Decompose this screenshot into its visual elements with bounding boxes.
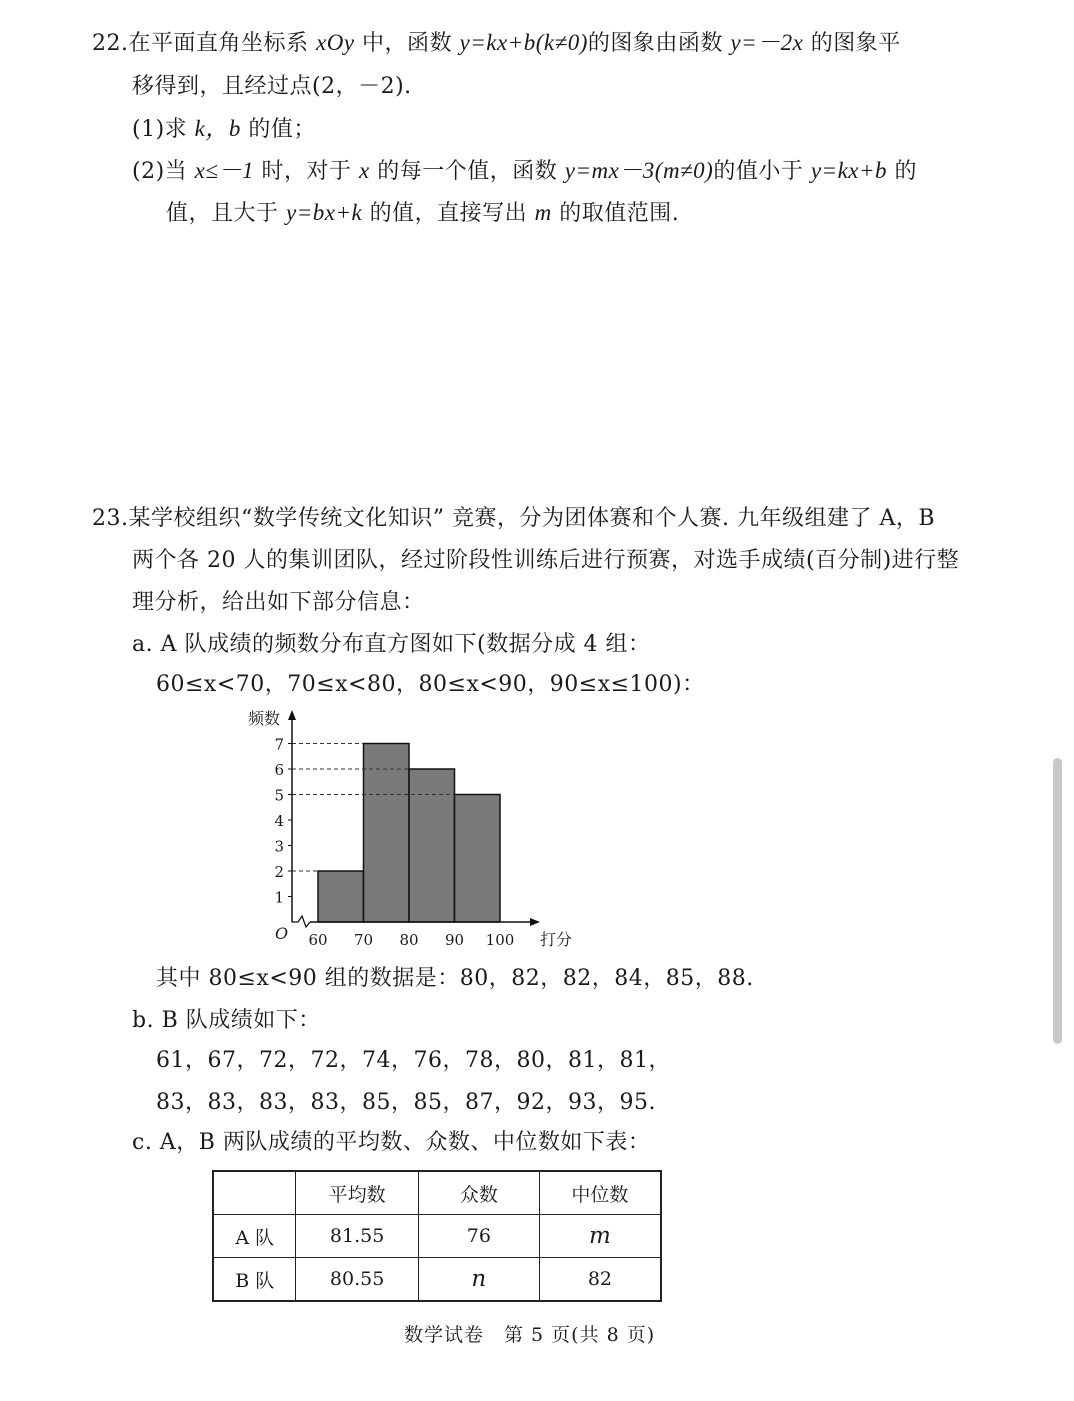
q22-math: x≤－1 — [194, 158, 255, 183]
x-tick-label: 100 — [485, 931, 515, 949]
q22-text: 的取值范围. — [551, 201, 680, 226]
q22-text: 的图象平 — [803, 31, 901, 56]
x-tick-label: 90 — [444, 931, 465, 949]
q22-line-2: 移得到，且经过点(2，－2). — [132, 74, 412, 99]
y-axis-arrow — [288, 710, 296, 720]
y-tick-label: 7 — [274, 735, 284, 754]
scrollbar[interactable] — [1053, 758, 1062, 1044]
q22-text: 中，函数 — [354, 31, 460, 56]
q22-math: y=bx+k — [286, 200, 363, 225]
table-header-cell — [213, 1171, 296, 1215]
q23-number: 23. — [92, 506, 129, 531]
q23-text: 某学校组织“数学传统文化知识” 竞赛，分为团体赛和个人赛. 九年级组建了 A，B — [128, 506, 936, 531]
table-header-cell: 中位数 — [539, 1171, 661, 1215]
q23-line-2: 两个各 20 人的集训团队，经过阶段性训练后进行预赛，对选手成绩(百分制)进行整 — [132, 548, 960, 573]
q22-number: 22. — [92, 31, 129, 56]
q22-math: x — [359, 158, 370, 183]
histogram-bar — [455, 795, 501, 923]
q22-math: y=kx+b — [810, 158, 888, 183]
page-footer: 数学试卷 第 5 页(共 8 页) — [404, 1324, 656, 1346]
table-cell: n — [418, 1258, 539, 1302]
histogram-chart — [240, 706, 580, 954]
q22-part-2-cont — [166, 198, 679, 229]
x-tick-label: 80 — [399, 931, 419, 949]
q23-line-1 — [92, 504, 935, 534]
stats-table — [212, 1170, 662, 1302]
table-row — [213, 1258, 661, 1302]
x-tick-label: 70 — [353, 931, 374, 949]
q23-info-b-scores-2: 83，83，83，83，85，85，87，92，93，95. — [156, 1090, 656, 1115]
y-tick-label: 1 — [274, 888, 284, 907]
origin-label: O — [275, 924, 289, 943]
table-header-row — [213, 1171, 661, 1215]
table-cell: 82 — [539, 1258, 661, 1302]
q22-text: 的值，直接写出 — [362, 201, 535, 226]
q22-math: m — [534, 200, 552, 225]
x-axis-break — [292, 916, 310, 927]
x-axis-arrow — [530, 918, 540, 926]
q23-info-b-scores-1: 61，67，72，72，74，76，78，80，81，81， — [156, 1048, 671, 1073]
y-axis-label: 频数 — [248, 709, 281, 728]
q22-math: k，b — [194, 116, 241, 141]
histogram-bar — [409, 769, 455, 922]
q23-info-c: c. A，B 两队成绩的平均数、众数、中位数如下表： — [132, 1130, 651, 1155]
q22-text: (1)求 — [132, 117, 195, 142]
q22-math: xOy — [316, 30, 355, 55]
q23-line-3: 理分析，给出如下部分信息： — [132, 590, 425, 615]
y-tick-label: 3 — [274, 837, 284, 856]
q22-text: 的每一个值，函数 — [369, 159, 565, 184]
table-header-cell: 平均数 — [296, 1171, 418, 1215]
q22-text: 的值小于 — [713, 159, 811, 184]
q22-math: y=kx+b(k≠0) — [459, 30, 588, 55]
q22-text: 的 — [887, 159, 918, 184]
q23-info-a-groups: 60≤x<70，70≤x<80，80≤x<90，90≤x≤100)： — [156, 672, 705, 697]
table-header-cell: 众数 — [418, 1171, 539, 1215]
q22-text: 时，对于 — [254, 159, 360, 184]
q22-part-1 — [132, 114, 316, 145]
x-tick-label: 60 — [308, 931, 328, 949]
table-cell: m — [539, 1215, 661, 1258]
q22-line-1 — [92, 28, 901, 59]
q22-part-2 — [132, 156, 917, 187]
q23-info-a: a. A 队成绩的频数分布直方图如下(数据分成 4 组： — [132, 632, 651, 657]
histogram-bar — [318, 871, 364, 922]
q22-math: y=－2x — [730, 30, 804, 55]
y-tick-label: 5 — [274, 786, 284, 805]
q23-info-a-group-data: 其中 80≤x<90 组的数据是：80，82，82，84，85，88. — [156, 966, 754, 991]
q22-text: (2)当 — [132, 159, 195, 184]
q22-text: 的图象由函数 — [587, 31, 731, 56]
y-tick-label: 6 — [274, 761, 284, 779]
q22-text: 的值； — [240, 117, 316, 142]
histogram-bar — [364, 744, 410, 923]
q22-text: 值，且大于 — [166, 201, 286, 226]
table-cell: B 队 — [213, 1258, 296, 1302]
q22-math: y=mx－3(m≠0) — [564, 158, 714, 183]
table-cell: 76 — [418, 1215, 539, 1258]
y-tick-label: 2 — [274, 863, 284, 881]
x-axis-label: 打分 — [540, 930, 573, 949]
table-row — [213, 1215, 661, 1258]
table-cell: 80.55 — [296, 1258, 418, 1302]
q22-text: 在平面直角坐标系 — [128, 31, 316, 56]
q23-info-b: b. B 队成绩如下： — [132, 1008, 321, 1033]
y-tick-label: 4 — [274, 812, 284, 830]
table-cell: 81.55 — [296, 1215, 418, 1258]
table-cell: A 队 — [213, 1215, 296, 1258]
